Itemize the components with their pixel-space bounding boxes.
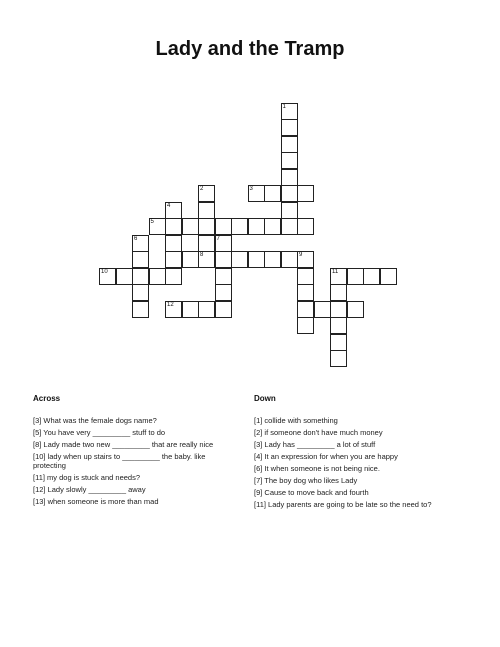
grid-cell[interactable] bbox=[281, 152, 298, 169]
grid-cell[interactable] bbox=[330, 317, 347, 334]
clue-across-13: [13] when someone is more than mad bbox=[33, 497, 159, 506]
grid-cell[interactable] bbox=[215, 284, 232, 301]
grid-cell[interactable] bbox=[330, 334, 347, 351]
clue-down-6: [6] It when someone is not being nice. bbox=[254, 464, 380, 473]
grid-cell[interactable] bbox=[132, 235, 149, 252]
clue-number: 11 bbox=[332, 268, 339, 275]
clue-number: 5 bbox=[150, 219, 154, 225]
clue-down-2: [2] if someone don't have much money bbox=[254, 428, 383, 437]
clue-across-3: [3] What was the female dogs name? bbox=[33, 416, 157, 425]
grid-cell[interactable] bbox=[264, 251, 281, 268]
grid-cell[interactable] bbox=[99, 268, 116, 285]
grid-cell[interactable] bbox=[215, 218, 232, 235]
grid-cell[interactable] bbox=[248, 185, 265, 202]
grid-cell[interactable] bbox=[347, 268, 364, 285]
grid-cell[interactable] bbox=[281, 119, 298, 136]
clue-down-4: [4] It an expression for when you are happy bbox=[254, 452, 398, 461]
grid-cell[interactable] bbox=[132, 284, 149, 301]
across-heading: Across bbox=[33, 394, 61, 403]
grid-cell[interactable] bbox=[330, 350, 347, 367]
grid-cell[interactable] bbox=[165, 218, 182, 235]
clue-number: 9 bbox=[299, 252, 303, 258]
grid-cell[interactable] bbox=[165, 268, 182, 285]
grid-cell[interactable] bbox=[330, 301, 347, 318]
clue-down-9: [9] Cause to move back and fourth bbox=[254, 488, 369, 497]
grid-cell[interactable] bbox=[297, 268, 314, 285]
clue-down-7: [7] The boy dog who likes Lady bbox=[254, 476, 358, 485]
grid-cell[interactable] bbox=[314, 301, 331, 318]
clue-number: 4 bbox=[167, 202, 171, 209]
clue-number: 2 bbox=[200, 186, 204, 192]
clue-number: 12 bbox=[167, 301, 174, 308]
grid-cell[interactable] bbox=[215, 268, 232, 285]
grid-cell[interactable] bbox=[215, 235, 232, 252]
grid-cell[interactable] bbox=[281, 136, 298, 153]
grid-cell[interactable] bbox=[330, 268, 347, 285]
grid-cell[interactable] bbox=[380, 268, 397, 285]
grid-cell[interactable] bbox=[165, 251, 182, 268]
grid-cell[interactable] bbox=[165, 202, 182, 219]
grid-cell[interactable] bbox=[297, 218, 314, 235]
grid-cell[interactable] bbox=[297, 284, 314, 301]
grid-cell[interactable] bbox=[198, 235, 215, 252]
grid-cell[interactable] bbox=[198, 301, 215, 318]
clue-number: 3 bbox=[249, 186, 253, 192]
grid-cell[interactable] bbox=[165, 301, 182, 318]
grid-cell[interactable] bbox=[281, 202, 298, 219]
grid-cell[interactable] bbox=[264, 185, 281, 202]
grid-cell[interactable] bbox=[264, 218, 281, 235]
grid-cell[interactable] bbox=[281, 169, 298, 186]
grid-cell[interactable] bbox=[347, 301, 364, 318]
grid-cell[interactable] bbox=[132, 268, 149, 285]
clue-number: 10 bbox=[101, 268, 108, 275]
clue-across-12: [12] Lady slowly _________ away bbox=[33, 485, 146, 494]
grid-cell[interactable] bbox=[182, 218, 199, 235]
grid-cell[interactable] bbox=[281, 251, 298, 268]
grid-cell[interactable] bbox=[165, 235, 182, 252]
grid-cell[interactable] bbox=[198, 218, 215, 235]
grid-cell[interactable] bbox=[281, 218, 298, 235]
clue-number: 7 bbox=[216, 235, 220, 242]
clue-number: 8 bbox=[200, 252, 204, 258]
grid-cell[interactable] bbox=[281, 185, 298, 202]
grid-cell[interactable] bbox=[215, 301, 232, 318]
grid-cell[interactable] bbox=[363, 268, 380, 285]
grid-cell[interactable] bbox=[198, 202, 215, 219]
clue-down-1: [1] collide with something bbox=[254, 416, 338, 425]
grid-cell[interactable] bbox=[248, 251, 265, 268]
grid-cell[interactable] bbox=[297, 317, 314, 334]
grid-cell[interactable] bbox=[281, 103, 298, 120]
grid-cell[interactable] bbox=[297, 251, 314, 268]
grid-cell[interactable] bbox=[182, 251, 199, 268]
clue-number: 6 bbox=[134, 235, 138, 242]
clue-across-8: [8] Lady made two new _________ that are really nice bbox=[33, 440, 214, 449]
grid-cell[interactable] bbox=[182, 301, 199, 318]
clue-across-5: [5] You have very _________ stuff to do bbox=[33, 428, 166, 437]
clue-across-11: [11] my dog is stuck and needs? bbox=[33, 473, 141, 482]
clue-number: 1 bbox=[282, 103, 286, 110]
down-heading: Down bbox=[254, 394, 276, 403]
grid-cell[interactable] bbox=[215, 251, 232, 268]
grid-cell[interactable] bbox=[116, 268, 133, 285]
grid-cell[interactable] bbox=[149, 218, 166, 235]
page-title: Lady and the Tramp bbox=[155, 38, 345, 60]
clue-across-10: [10] lady when up stairs to _________ the baby. like protecting bbox=[33, 452, 206, 470]
clue-down-3: [3] Lady has _________ a lot of stuff bbox=[254, 440, 376, 449]
grid-cell[interactable] bbox=[198, 251, 215, 268]
grid-cell[interactable] bbox=[231, 251, 248, 268]
grid-cell[interactable] bbox=[297, 301, 314, 318]
grid-cell[interactable] bbox=[231, 218, 248, 235]
grid-cell[interactable] bbox=[132, 251, 149, 268]
grid-cell[interactable] bbox=[132, 301, 149, 318]
grid-cell[interactable] bbox=[198, 185, 215, 202]
across-clues bbox=[33, 394, 238, 509]
clue-down-11: [11] Lady parents are going to be late so the need to? bbox=[254, 500, 432, 509]
grid-cell[interactable] bbox=[297, 185, 314, 202]
grid-cell[interactable] bbox=[248, 218, 265, 235]
down-clues bbox=[254, 394, 459, 512]
grid-cell[interactable] bbox=[149, 268, 166, 285]
grid-cell[interactable] bbox=[330, 284, 347, 301]
